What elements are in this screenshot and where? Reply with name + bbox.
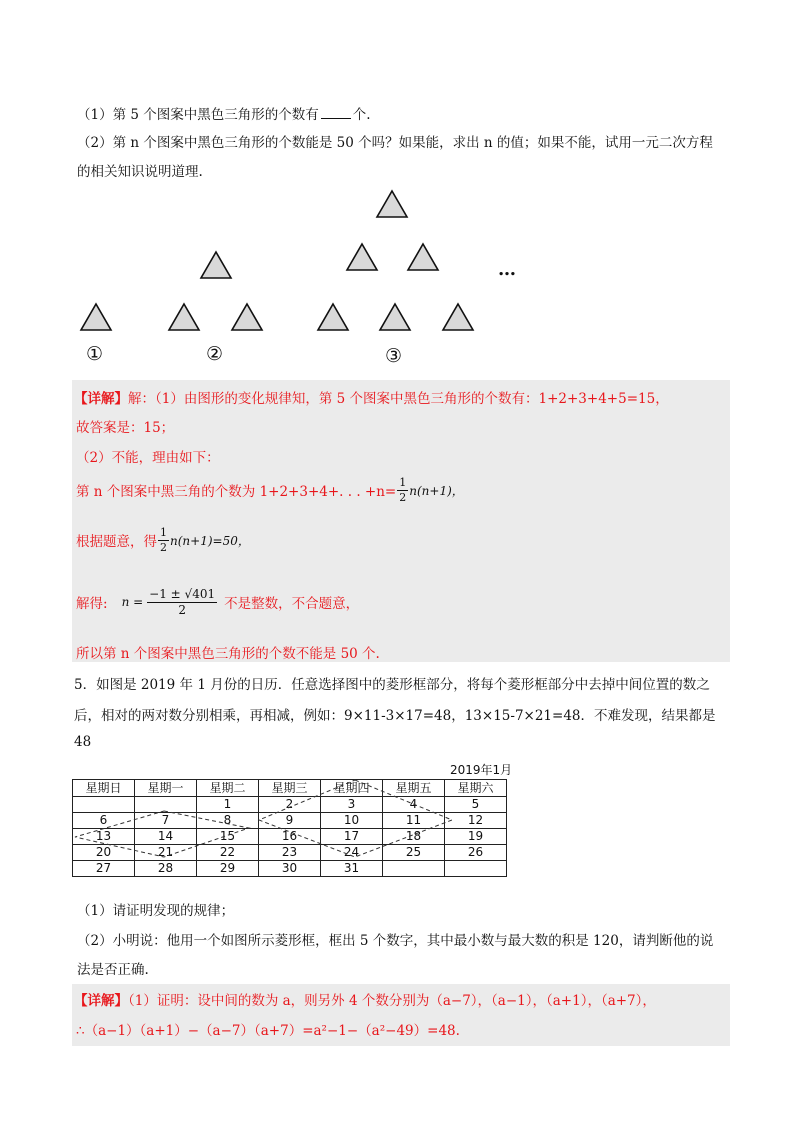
day-cell: 26 bbox=[445, 845, 507, 861]
day-cell: 4 bbox=[383, 797, 445, 813]
weekday-header: 星期四 bbox=[321, 780, 383, 797]
answer-q5-line2: ∴（a−1）（a+1）−（a−7）（a+7）=a²−1−（a²−49）=48. bbox=[76, 1023, 460, 1039]
q4-part2: （2）第 n 个图案中黑色三角形的个数能是 50 个吗？如果能，求出 n 的值；如果不能，试用一元二次方程 bbox=[77, 135, 713, 151]
day-cell: 19 bbox=[445, 829, 507, 845]
day-cell: 20 bbox=[73, 845, 135, 861]
day-cell: 18 bbox=[383, 829, 445, 845]
rhombus-frame-left bbox=[75, 811, 249, 857]
fraction-half: $\frac{1}{2}$ bbox=[399, 475, 407, 504]
day-cell: 25 bbox=[383, 845, 445, 861]
day-cell: 13 bbox=[73, 829, 135, 845]
answer-q4-line6: 解得: n = $\frac{-1 \pm √401}{2}$ 不是整数，不合题意， bbox=[76, 586, 360, 617]
q5-sub1: （1）请证明发现的规律； bbox=[77, 903, 235, 919]
q4-part2-cont: 的相关知识说明道理. bbox=[77, 164, 203, 180]
day-cell: 24 bbox=[321, 845, 383, 861]
day-cell: 31 bbox=[321, 861, 383, 877]
day-cell: 9 bbox=[259, 813, 321, 829]
day-cell: 17 bbox=[321, 829, 383, 845]
answer-q4-line2: 故答案是：15； bbox=[76, 420, 175, 436]
day-cell: 14 bbox=[135, 829, 197, 845]
quadratic-solution-fraction: $\frac{-1 \pm √401}{2}$ bbox=[149, 586, 216, 617]
day-cell: 3 bbox=[321, 797, 383, 813]
day-cell: 10 bbox=[321, 813, 383, 829]
day-cell: 11 bbox=[383, 813, 445, 829]
day-cell: 15 bbox=[197, 829, 259, 845]
day-cell: 30 bbox=[259, 861, 321, 877]
day-cell: 1 bbox=[197, 797, 259, 813]
day-cell: 22 bbox=[197, 845, 259, 861]
answer-q4-line7: 所以第 n 个图案中黑色三角形的个数不能是 50 个. bbox=[76, 646, 380, 662]
q5-line3: 48 bbox=[74, 734, 92, 750]
rhombus-frame-right bbox=[259, 780, 452, 857]
figure-label-2: ② bbox=[206, 343, 224, 365]
day-cell: 5 bbox=[445, 797, 507, 813]
q5-line1: 5．如图是 2019 年 1 月份的日历．任意选择图中的菱形框部分，将每个菱形框部分中去掉中间位置的数之 bbox=[74, 677, 710, 693]
weekday-header: 星期一 bbox=[135, 780, 197, 797]
answer-q4-line1: 【详解】解：（1）由图形的变化规律知，第 5 个图案中黑色三角形的个数有：1+2+3+4+5=15， bbox=[74, 391, 669, 407]
answer-q4-line5: 根据题意，得 $\frac{1}{2}$ n(n+1)=50， bbox=[76, 525, 250, 554]
weekday-header: 星期五 bbox=[383, 780, 445, 797]
answer-q4-line4: 第 n 个图案中黑三角的个数为 1+2+3+4+. . . +n= $\frac{1}{2}$ n(n+1)， bbox=[76, 475, 464, 504]
fraction-half: $\frac{1}{2}$ bbox=[160, 525, 167, 554]
day-cell: 7 bbox=[135, 813, 197, 829]
day-cell: 8 bbox=[197, 813, 259, 829]
day-cell: 29 bbox=[197, 861, 259, 877]
answer-q5-line1: 【详解】（1）证明：设中间的数为 a，则另外 4 个数分别为（a−7），（a−1），（a+1），（a+7）， bbox=[74, 993, 656, 1009]
q5-sub2: （2）小明说：他用一个如图所示菱形框，框出 5 个数字，其中最小数与最大数的积是 120，请判断他的说 bbox=[77, 933, 714, 949]
calendar-title: 2019年1月 bbox=[450, 763, 513, 777]
figure-label-1: ① bbox=[86, 343, 104, 365]
detail-tag: 【详解】 bbox=[74, 391, 128, 407]
figure-label-3: ③ bbox=[385, 345, 403, 367]
day-cell: 27 bbox=[73, 861, 135, 877]
day-cell: 12 bbox=[445, 813, 507, 829]
day-cell: 21 bbox=[135, 845, 197, 861]
day-cell: 16 bbox=[259, 829, 321, 845]
day-cell: 6 bbox=[73, 813, 135, 829]
day-cell: 23 bbox=[259, 845, 321, 861]
detail-tag: 【详解】 bbox=[74, 993, 128, 1009]
weekday-header: 星期日 bbox=[73, 780, 135, 797]
day-cell: 28 bbox=[135, 861, 197, 877]
answer-q4-line3: （2）不能，理由如下： bbox=[76, 450, 220, 466]
day-cell: 2 bbox=[259, 797, 321, 813]
q5-sub2-cont: 法是否正确. bbox=[77, 962, 149, 978]
weekday-header: 星期二 bbox=[197, 780, 259, 797]
q4-part1: （1）第 5 个图案中黑色三角形的个数有 个. bbox=[77, 107, 371, 123]
weekday-header: 星期六 bbox=[445, 780, 507, 797]
q5-line2: 后，相对的两对数分别相乘，再相减，例如：9×11-3×17=48，13×15-7×21=48．不难发现，结果都是 bbox=[74, 708, 716, 724]
weekday-header: 星期三 bbox=[259, 780, 321, 797]
pattern-ellipsis: … bbox=[498, 259, 516, 280]
